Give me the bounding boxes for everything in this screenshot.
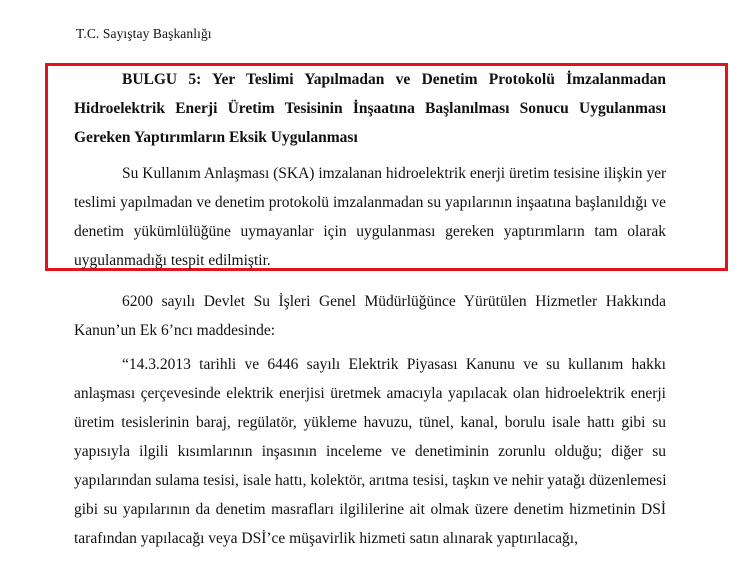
finding-title-line: BULGU 5: Yer Teslimi Yapılmadan ve Denetim Protokolü İmzalanmadan: [122, 71, 666, 88]
finding-body-line: Su Kullanım Anlaşması (SKA) imzalanan hidroelektrik enerji üretim tesisine ilişkin yer: [122, 165, 667, 182]
finding-title-line: Gereken Yaptırımların Eksik Uygulanması: [74, 129, 358, 146]
paragraph-line: tarafından yapılacağı veya DSİ’ce müşavirlik hizmeti satın alınarak yaptırılacağı,: [74, 530, 578, 547]
finding-body-line: denetim yükümlülüğüne uymayanlar için uygulanması gereken yaptırımların tam olarak: [74, 223, 666, 240]
finding-body-line: teslimi yapılmadan ve denetim protokolü imzalanmadan su yapılarının inşaatına başlanıldığı ve: [74, 194, 666, 211]
paragraph-line: Kanun’un Ek 6’ncı maddesinde:: [74, 322, 276, 339]
paragraph-line: üretim tesislerinin baraj, regülatör, yükleme havuzu, tünel, kanal, borulu isale hattı gibi su: [74, 414, 666, 431]
paragraph-line: anlaşması çerçevesinde elektrik enerjisi üretmek amacıyla yapılacak olan hidroelektrik enerji: [74, 385, 666, 402]
paragraph-line: gibi su yapılarının da denetim masrafları ilgililerine ait olmak üzere denetim hizmetinin DSİ: [74, 501, 666, 518]
finding-body: [74, 159, 666, 275]
paragraph-line: yapısıyla ilgili kısımlarının inşasının inceleme ve denetiminin zorunlu olduğu; diğer su: [74, 443, 666, 460]
paragraph-line: 6200 sayılı Devlet Su İşleri Genel Müdürlüğünce Yürütülen Hizmetler Hakkında: [122, 293, 666, 310]
paragraph-line: yapılarından sulama tesisi, isale hattı, kolektör, arıtma tesisi, taşkın ve nehir yatağı düzenlemesi: [74, 472, 667, 489]
finding-title: [74, 65, 666, 152]
law-reference-paragraph: [74, 287, 666, 345]
finding-title-line: Hidroelektrik Enerji Üretim Tesisinin İnşaatına Başlanılması Sonucu Uygulanması: [74, 100, 666, 117]
finding-body-line: uygulanmadığı tespit edilmiştir.: [74, 252, 271, 269]
page-header: T.C. Sayıştay Başkanlığı: [76, 26, 212, 41]
quoted-law-paragraph: [74, 350, 666, 553]
paragraph-line: “14.3.2013 tarihli ve 6446 sayılı Elektrik Piyasası Kanunu ve su kullanım hakkı: [122, 356, 666, 373]
